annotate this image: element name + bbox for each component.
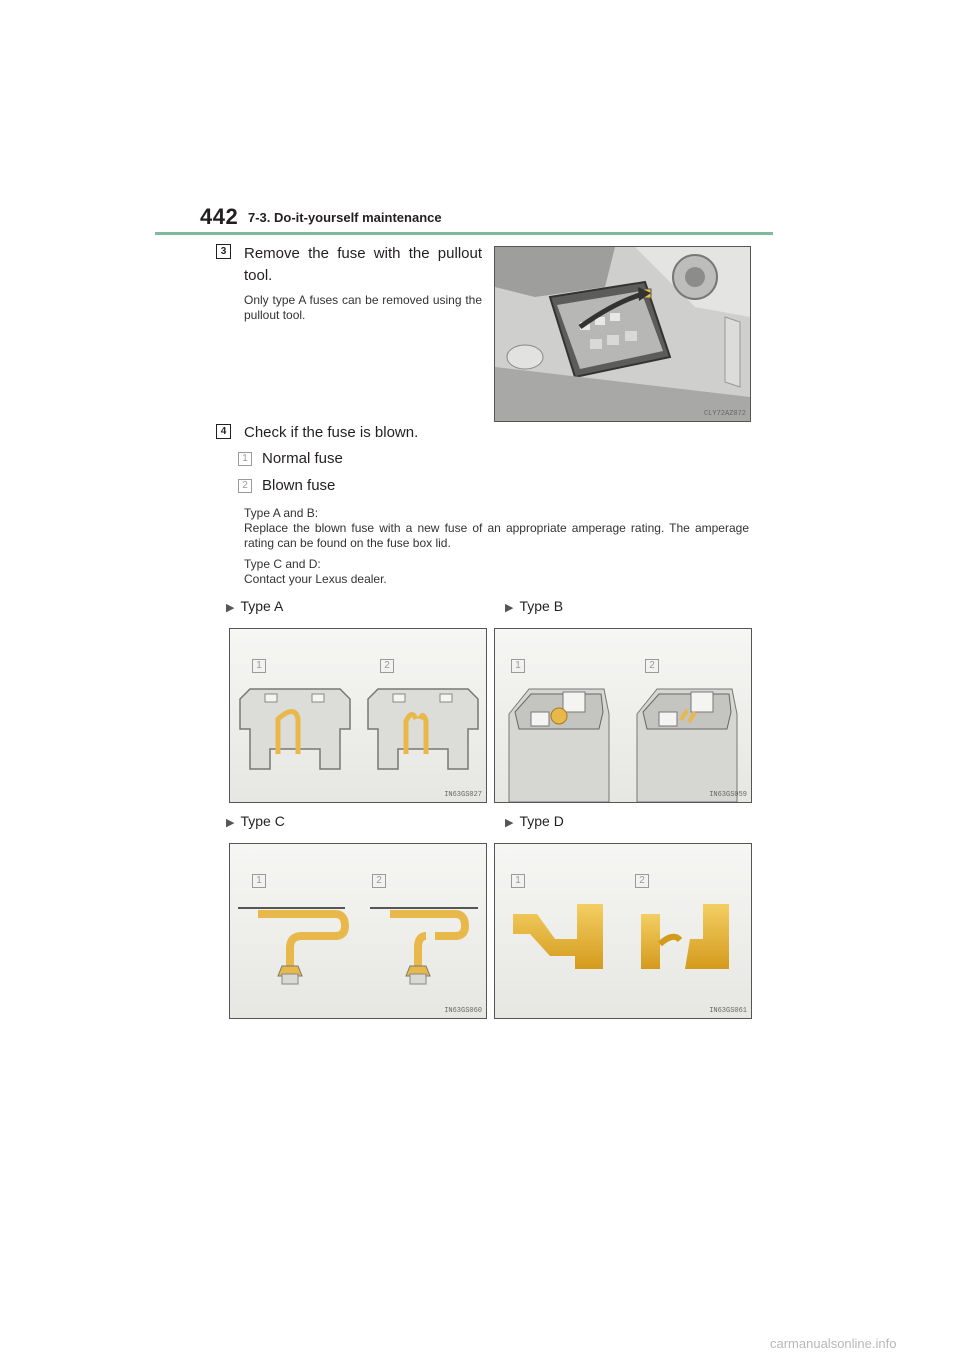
note-ab-title: Type A and B: [244,506,319,520]
triangle-arrow-icon: ▶ [505,817,514,829]
blade-fuse-illustration [230,629,486,802]
page-number: 442 [200,204,239,229]
triangle-arrow-icon: ▶ [226,817,235,829]
fusible-link-illustration [230,844,486,1018]
note-cd-text: Contact your Lexus dealer. [244,572,387,586]
step-3-badge: 3 [216,244,231,259]
callout-1: 1 [511,659,525,673]
item-1-badge: 1 [238,452,252,466]
item-2-badge: 2 [238,479,252,493]
callout-2: 2 [645,659,659,673]
type-a-code: IN63GS027 [444,791,482,799]
step-4-badge: 4 [216,424,231,439]
step-3-text: Remove the fuse with the pullout tool. [244,245,482,284]
type-a-label: ▶ Type A [226,598,284,614]
callout-2: 2 [635,874,649,888]
note-cd-title: Type C and D: [244,557,321,571]
note-ab-text: Replace the blown fuse with a new fuse of an appropriate amperage rating. The amperage rating can be found on the fuse box lid. [244,521,749,550]
section-title: 7-3. Do-it-yourself maintenance [248,210,442,225]
callout-2: 2 [372,874,386,888]
footer-watermark: carmanualsonline.info [770,1336,897,1351]
callout-1: 1 [511,874,525,888]
header-rule [155,232,773,235]
strip-fuse-illustration [495,844,751,1018]
type-b-label: ▶ Type B [505,598,564,614]
photo-code: CLY72AZ072 [703,410,746,418]
fuse-box-photo [494,246,751,422]
item-2-label: Blown fuse [262,477,336,494]
type-d-label: ▶ Type D [505,813,564,829]
type-c-panel [229,843,487,1019]
type-b-code: IN63GS059 [709,791,747,799]
step-4-text: Check if the fuse is blown. [244,424,419,441]
fuse-box-illustration [495,247,750,421]
step-3-note: Only type A fuses can be removed using the pullout tool. [244,293,482,322]
item-1-label: Normal fuse [262,450,343,467]
cartridge-fuse-illustration [495,629,751,802]
triangle-arrow-icon: ▶ [505,602,514,614]
type-d-code: IN63GS061 [709,1007,747,1015]
type-c-label: ▶ Type C [226,813,285,829]
callout-1: 1 [252,659,266,673]
type-a-panel [229,628,487,803]
type-b-panel [494,628,752,803]
triangle-arrow-icon: ▶ [226,602,235,614]
type-d-panel [494,843,752,1019]
type-c-code: IN63GS060 [444,1007,482,1015]
callout-1: 1 [252,874,266,888]
callout-2: 2 [380,659,394,673]
